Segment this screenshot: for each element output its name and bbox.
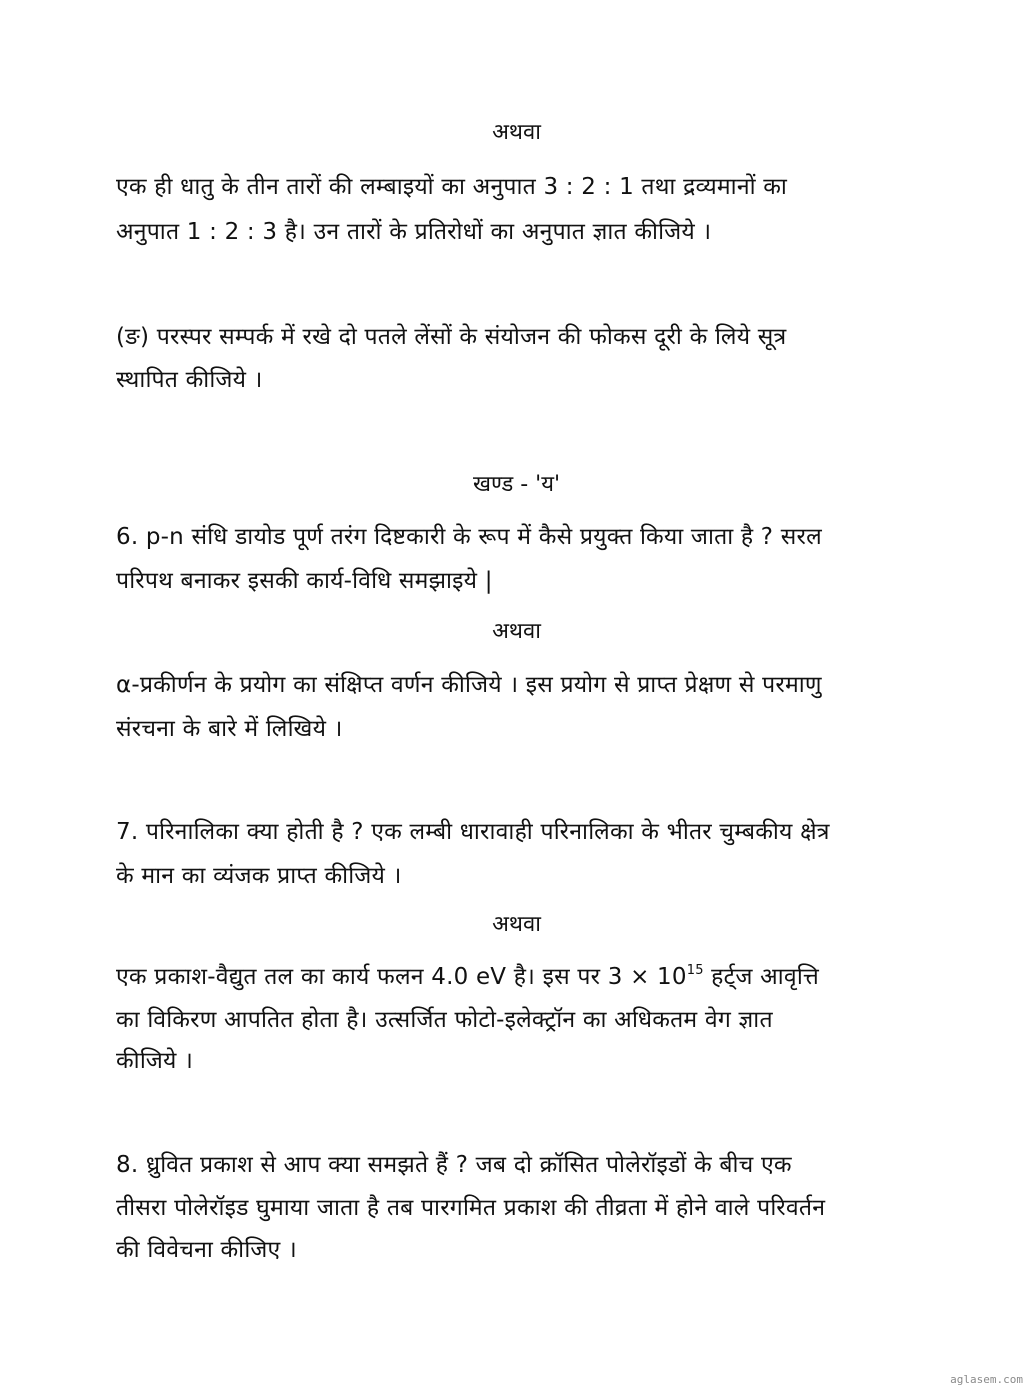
- question-7-alt-line-1-tail: हर्ट्ज आवृत्ति: [703, 964, 819, 990]
- question-7-line-2: के मान का व्यंजक प्राप्त कीजिये ।: [116, 863, 402, 889]
- question-6-alt-line-1: α-प्रकीर्णन के प्रयोग का संक्षिप्त वर्णन कीजिये । इस प्रयोग से प्राप्त प्रेक्षण से परमाणु: [116, 672, 822, 698]
- question-7-alt-line-1-text: एक प्रकाश-वैद्युत तल का कार्य फलन 4.0 eV है। इस पर 3 × 10: [116, 964, 687, 990]
- section-heading: खण्ड - 'य': [473, 472, 560, 497]
- question-7-alt-line-1: [116, 962, 819, 992]
- question-6-line-2: परिपथ बनाकर इसकी कार्य-विधि समझाइये |: [116, 568, 493, 594]
- question-7-alt-line-2: का विकिरण आपतित होता है। उत्सर्जित फोटो-इलेक्ट्रॉन का अधिकतम वेग ज्ञात: [116, 1007, 773, 1033]
- question-7-alt-line-3: कीजिये ।: [116, 1048, 194, 1074]
- question-8-line-1: 8. ध्रुवित प्रकाश से आप क्या समझते हैं ? जब दो क्रॉसित पोलेरॉइडों के बीच एक: [116, 1152, 792, 1178]
- athva-heading-3: अथवा: [492, 912, 541, 937]
- question-7-line-1: 7. परिनालिका क्या होती है ? एक लम्बी धारावाही परिनालिका के भीतर चुम्बकीय क्षेत्र: [116, 819, 830, 845]
- athva-heading-2: अथवा: [492, 619, 541, 644]
- watermark: aglasem.com: [950, 1373, 1023, 1386]
- exponent: 15: [686, 963, 704, 978]
- alt-question-wires-line-1: एक ही धातु के तीन तारों की लम्बाइयों का अनुपात 3 : 2 : 1 तथा द्रव्यमानों का: [116, 174, 788, 200]
- question-8-line-3: की विवेचना कीजिए ।: [116, 1237, 297, 1263]
- question-6-alt-line-2: संरचना के बारे में लिखिये ।: [116, 716, 343, 742]
- question-8-line-2: तीसरा पोलेरॉइड घुमाया जाता है तब पारगमित प्रकाश की तीव्रता में होने वाले परिवर्तन: [116, 1195, 826, 1221]
- question-e-line-2: स्थापित कीजिये ।: [116, 367, 263, 393]
- question-6-line-1: 6. p-n संधि डायोड पूर्ण तरंग दिष्टकारी के रूप में कैसे प्रयुक्त किया जाता है ? सरल: [116, 524, 822, 550]
- question-e-line-1: (ङ) परस्पर सम्पर्क में रखे दो पतले लेंसों के संयोजन की फोकस दूरी के लिये सूत्र: [116, 324, 787, 350]
- athva-heading-1: अथवा: [492, 120, 541, 145]
- alt-question-wires-line-2: अनुपात 1 : 2 : 3 है। उन तारों के प्रतिरोधों का अनुपात ज्ञात कीजिये ।: [116, 219, 712, 245]
